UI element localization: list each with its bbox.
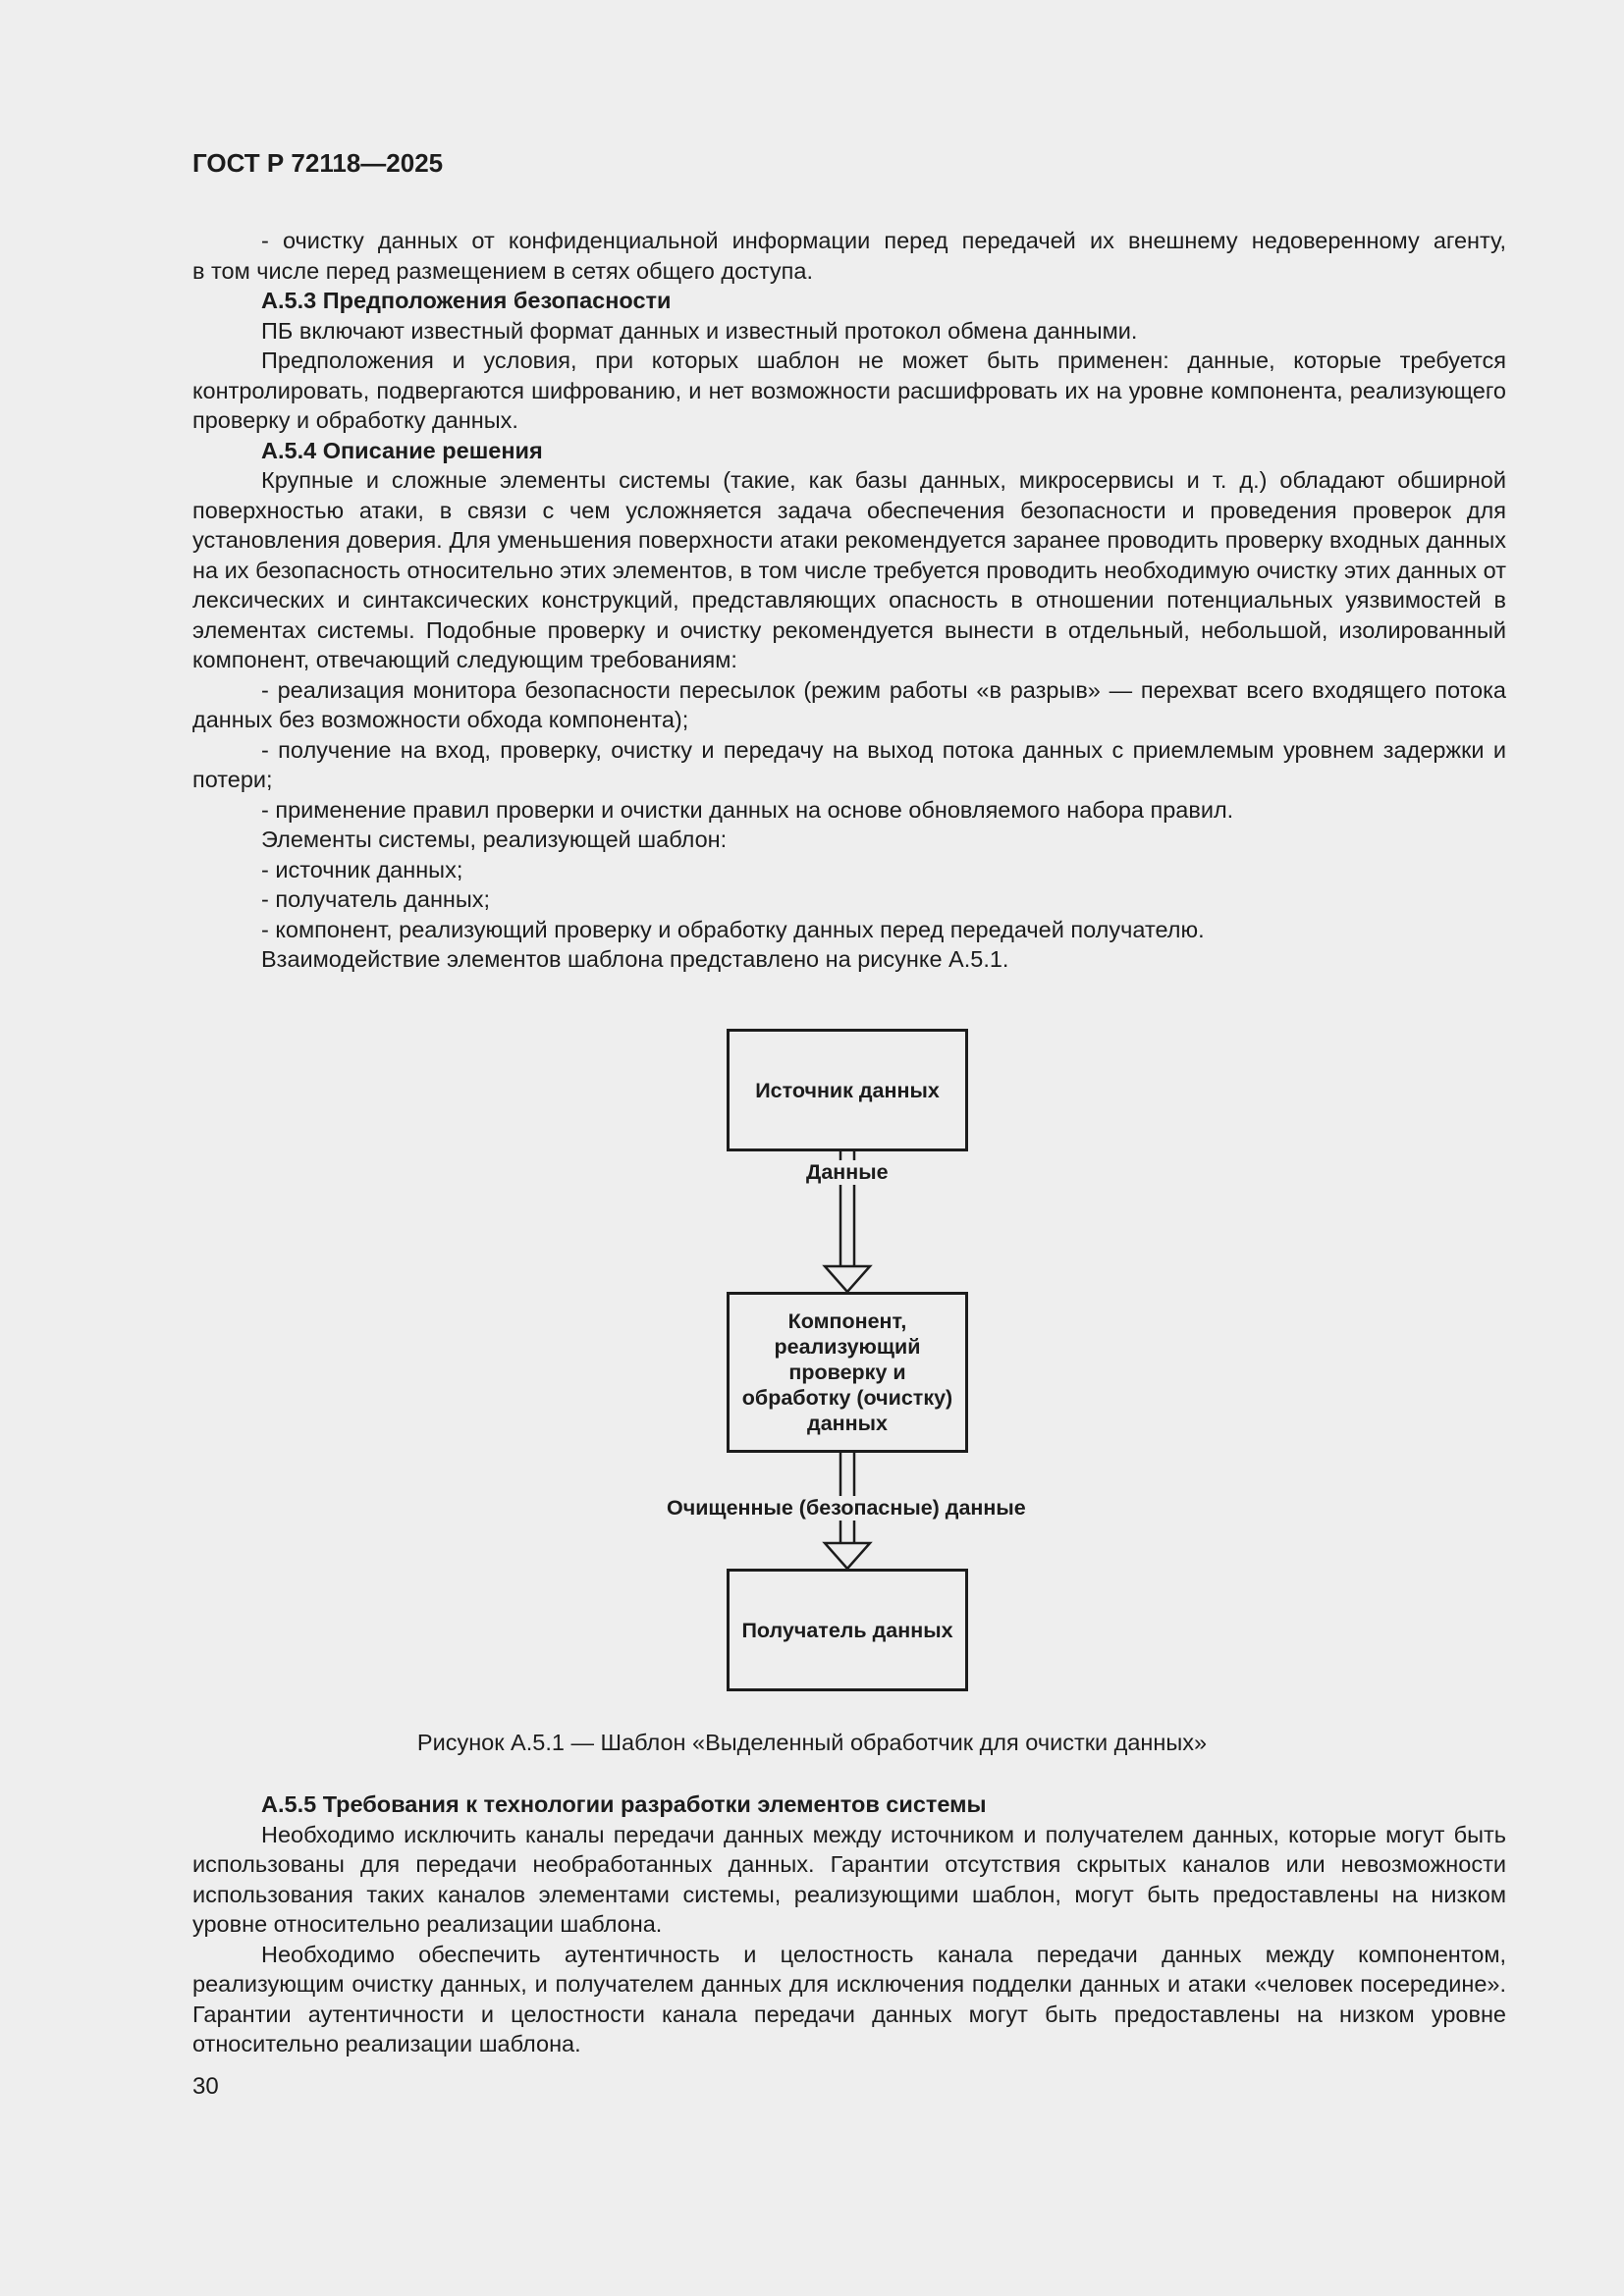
paragraph: в том числе перед размещением в сетях общего доступа.: [192, 257, 814, 284]
section-heading-a53: А.5.3 Предположения безопасности: [261, 288, 672, 313]
list-item: - получатель данных;: [261, 886, 491, 912]
box-data-source: Источник данных: [727, 1029, 968, 1151]
list-item: - источник данных;: [261, 856, 463, 882]
label-data: Данные: [803, 1160, 892, 1185]
paragraph: Элементы системы, реализующей шаблон:: [261, 827, 728, 852]
list-item: - применение правил проверки и очистки данных на основе обновляемого набора правил.: [261, 796, 1234, 823]
list-item: - получение на вход, проверку, очистку и передачу на выход потока данных с приемлемым уровнем задержки и потери;: [192, 736, 1506, 792]
paragraph: Крупные и сложные элементы системы (такие, как базы данных, микросервисы и т. д.) обладают обширной поверхностью атаки, в связи с чем усложняется задача обеспечения безопасности и проведения проверок для установления доверия. Для уменьшения поверхности атаки рекомендуется заранее проводить проверку входных данных на их безопасность относительно этих элементов, в том числе требуется проводить необходимую очистку этих данных от лексических и синтаксических конструкций, представляющих опасность в отношении потенциальных уязвимостей в элементах системы. Подобные проверку и очистку рекомендуется вынести в отдельный, небольшой, изолированный компонент, отвечающий следующим требованиям:: [192, 467, 1506, 672]
box-data-receiver: Получатель данных: [727, 1569, 968, 1691]
page-number: 30: [192, 2073, 219, 2100]
section-heading-a54: А.5.4 Описание решения: [261, 437, 543, 463]
label-clean-data: Очищенные (безопасные) данные: [664, 1496, 1029, 1521]
figure-a51-diagram: [0, 1021, 1624, 1708]
section-text-bottom: [192, 1789, 1506, 2059]
box-sanitizer-component: Компонент, реализующий проверку и обработку (очистку) данных: [727, 1292, 968, 1453]
document-id-header: ГОСТ Р 72118—2025: [192, 148, 444, 178]
section-heading-a55: А.5.5 Требования к технологии разработки элементов системы: [261, 1791, 987, 1817]
paragraph: Взаимодействие элементов шаблона представлено на рисунке А.5.1.: [261, 946, 1009, 972]
paragraph: Предположения и условия, при которых шаблон не может быть применен: данные, которые требуется контролировать, подвергаются шифрованию, и нет возможности расшифровать их на уровне компонента, реализующего проверку и обработку данных.: [192, 347, 1506, 433]
list-item: - компонент, реализующий проверку и обработку данных перед передачей получателю.: [261, 916, 1205, 942]
figure-caption: Рисунок А.5.1 — Шаблон «Выделенный обработчик для очистки данных»: [416, 1730, 1208, 1755]
paragraph: - очистку данных от конфиденциальной информации перед передачей их внешнему недоверенному агенту,: [261, 228, 1506, 253]
paragraph: ПБ включают известный формат данных и известный протокол обмена данными.: [261, 317, 1138, 344]
paragraph: Необходимо исключить каналы передачи данных между источником и получателем данных, которые могут быть использованы для передачи необработанных данных. Гарантии отсутствия скрытых каналов или невозможности использования таких каналов элементами системы, реализующими шаблон, могут быть предоставлены на низком уровне относительно реализации шаблона.: [192, 1821, 1506, 1937]
list-item: - реализация монитора безопасности пересылок (режим работы «в разрыв» — перехват всего входящего потока данных без возможности обхода компонента);: [192, 676, 1506, 732]
section-text-top: [192, 226, 1506, 975]
paragraph: Необходимо обеспечить аутентичность и целостность канала передачи данных между компонентом, реализующим очистку данных, и получателем данных для исключения подделки данных и атаки «человек посередине». Гарантии аутентичности и целостности канала передачи данных могут быть предоставлены на низком уровне относительно реализации шаблона.: [192, 1941, 1506, 2056]
